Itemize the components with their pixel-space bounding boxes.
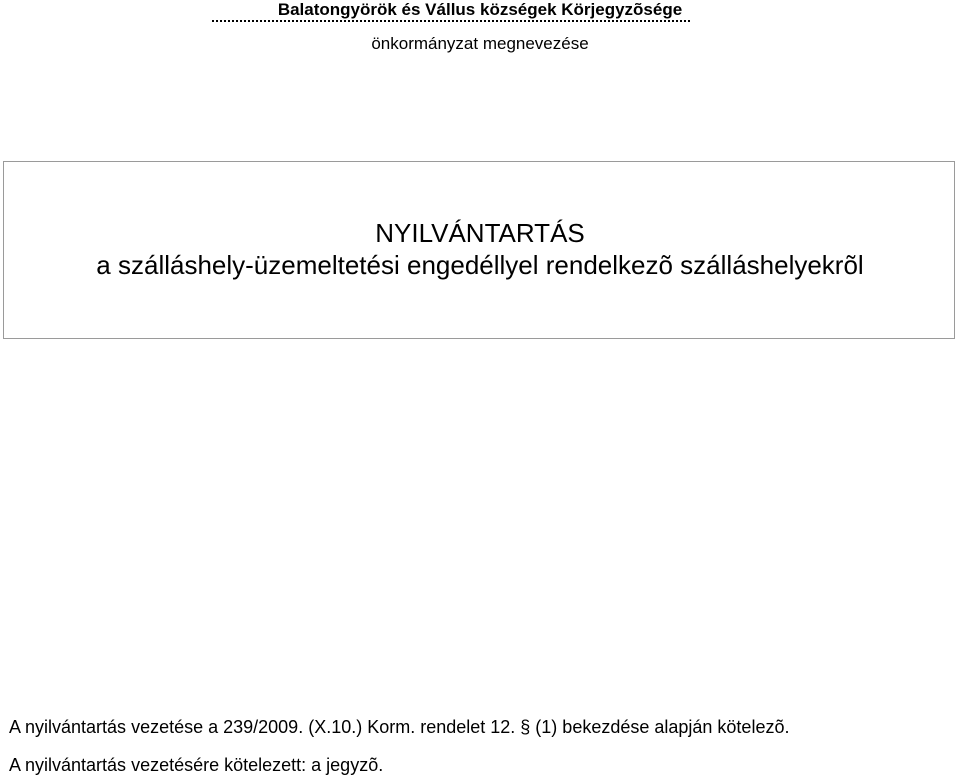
- document-subtitle: a szálláshely-üzemeltetési engedéllyel rendelkezõ szálláshelyekrõl: [96, 250, 864, 280]
- document-title: NYILVÁNTARTÁS: [375, 218, 585, 248]
- title-box: [3, 161, 955, 339]
- organization-caption: önkormányzat megnevezése: [371, 34, 589, 53]
- dotted-underline: [212, 20, 690, 22]
- responsible-party-note: A nyilvántartás vezetésére kötelezett: a jegyzõ.: [9, 755, 384, 775]
- legal-basis-note: A nyilvántartás vezetése a 239/2009. (X.10.) Korm. rendelet 12. § (1) bekezdése alapján kötelezõ.: [9, 717, 790, 737]
- organization-name: Balatongyörök és Vállus községek Körjegyzõsége: [277, 0, 683, 19]
